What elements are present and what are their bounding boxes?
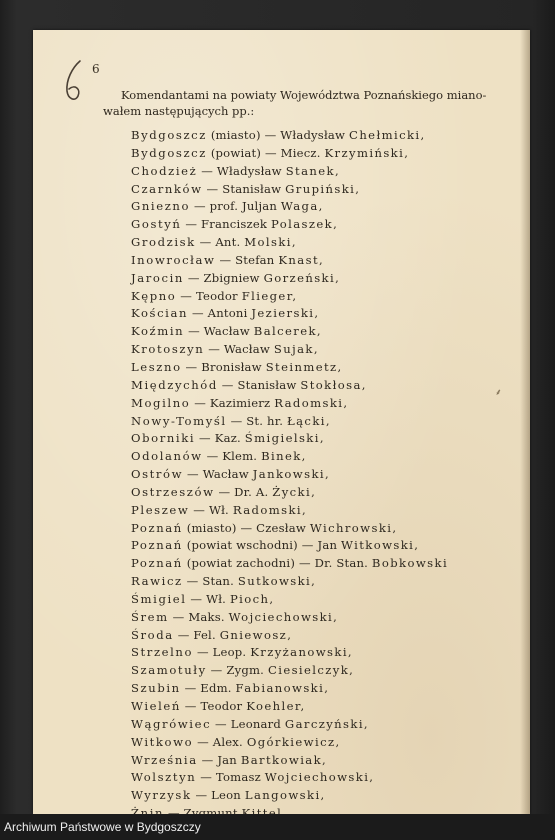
commander-given-name: — Stan. — [182, 574, 238, 589]
commander-surname: Chełmicki, — [349, 128, 426, 142]
list-item — [131, 181, 511, 199]
commander-surname: Langowski, — [244, 788, 326, 803]
county-name: Koźmin — [131, 324, 185, 339]
list-item — [131, 216, 511, 234]
list-item — [131, 627, 511, 645]
commander-surname: Fabianowski, — [235, 681, 330, 696]
commander-given-name: — Czesław — [236, 520, 310, 535]
commander-surname: Balcerek, — [253, 324, 322, 339]
commander-given-name: — Leonard — [211, 716, 285, 731]
commander-given-name: — Antoni — [188, 306, 252, 321]
county-name: Szamotuły — [131, 663, 207, 678]
commander-given-name: — Jan — [297, 538, 341, 553]
commander-given-name: — Wł. — [189, 502, 233, 517]
county-name: Krotoszyn — [131, 342, 205, 357]
commander-given-name: — Maks. — [168, 609, 229, 624]
list-item — [131, 234, 511, 252]
handwritten-6-icon — [63, 58, 85, 104]
commander-given-name: — Władysław — [260, 128, 350, 142]
commander-surname: Życki, — [272, 484, 317, 499]
commander-surname: Wojciechowski, — [228, 609, 339, 624]
county-name: Wyrzysk — [131, 788, 192, 803]
county-name: Strzelno — [131, 645, 194, 660]
county-name: Gniezno — [131, 199, 191, 214]
county-name: Wągrówiec — [131, 716, 212, 731]
list-item — [131, 288, 511, 306]
commander-given-name: — Wacław — [184, 324, 254, 339]
commander-surname: Sutkowski, — [237, 574, 317, 589]
list-item — [131, 537, 511, 555]
commander-given-name: — Wacław — [204, 342, 274, 357]
commander-surname: Ciesielczyk, — [267, 663, 355, 678]
commander-given-name: — Wł. — [186, 591, 230, 606]
commander-given-name: — Zygm. — [206, 663, 268, 678]
commander-given-name: — Władysław — [197, 163, 286, 178]
commander-surname: Wojciechowski, — [264, 770, 375, 785]
commander-given-name: — Zbigniew — [183, 270, 264, 285]
commander-given-name: — Stanisław — [202, 181, 286, 196]
county-name: Środa — [131, 627, 174, 642]
county-note: (miasto) — [206, 128, 261, 142]
list-item — [131, 466, 511, 484]
list-item — [131, 430, 511, 448]
county-name: Międzychód — [131, 377, 218, 392]
commander-given-name: — Stefan — [215, 252, 279, 267]
county-name: Szubin — [131, 681, 181, 696]
county-name: Grodzisk — [131, 235, 196, 250]
list-item — [131, 305, 511, 323]
commander-given-name: — Kazimierz — [190, 395, 275, 410]
commander-given-name: — Wacław — [183, 467, 253, 482]
county-name: Chodzież — [131, 163, 198, 178]
list-item — [131, 662, 511, 680]
list-item — [131, 163, 511, 181]
list-item — [131, 145, 511, 163]
list-item — [131, 644, 511, 662]
county-name: Gostyń — [131, 217, 182, 232]
list-item — [131, 555, 511, 573]
list-item — [131, 769, 511, 787]
commander-given-name: — Teodor — [176, 288, 242, 303]
commander-given-name: — Miecz. — [261, 145, 325, 160]
list-item — [131, 573, 511, 591]
commander-surname: Waga, — [280, 199, 324, 214]
county-name: Września — [131, 752, 198, 767]
commander-surname: Stanek, — [285, 163, 341, 178]
county-name: Inowrocław — [131, 252, 216, 267]
commander-surname: Sujak, — [273, 342, 319, 357]
commander-given-name: — Dr. Stan. — [295, 556, 372, 571]
commander-given-name: — Leon — [191, 788, 245, 803]
commander-surname: Jezierski, — [251, 306, 320, 321]
footer-bar — [0, 814, 555, 840]
county-name: Oborniki — [131, 431, 196, 446]
commander-surname: Ogórkiewicz, — [246, 734, 341, 749]
county-name: Leszno — [131, 359, 182, 374]
county-name: Witkowo — [131, 734, 194, 749]
list-item — [131, 377, 511, 395]
list-item — [131, 341, 511, 359]
list-item — [131, 198, 511, 216]
intro-paragraph — [103, 87, 493, 119]
commander-given-name: — Klem. — [202, 449, 262, 464]
commander-surname: Grupiński, — [285, 181, 361, 196]
list-item — [131, 270, 511, 288]
list-item — [131, 484, 511, 502]
list-item — [131, 323, 511, 341]
stain-mark-icon: ⸙ — [495, 388, 502, 398]
list-item — [131, 520, 511, 538]
commander-given-name: — prof. Juljan — [190, 199, 281, 214]
commander-surname: Binek, — [261, 449, 307, 464]
commander-given-name: — Franciszek — [181, 217, 272, 232]
commander-surname: Steinmetz, — [265, 359, 343, 374]
county-name: Bydgoszcz — [131, 128, 207, 142]
county-name: Nowy-Tomyśl — [131, 413, 227, 428]
county-name: Poznań — [131, 520, 183, 535]
list-item — [131, 609, 511, 627]
county-name: Wolsztyn — [131, 770, 197, 785]
county-name: Wieleń — [131, 699, 181, 713]
list-item — [131, 752, 511, 770]
list-item — [131, 413, 511, 431]
commander-given-name: — Teodor — [180, 699, 247, 713]
commander-given-name: — Fel. — [173, 627, 220, 642]
intro-line-1: Komendantami na powiaty Województwa Poznańskiego miano- — [121, 88, 487, 102]
commander-surname: Polaszek, — [271, 217, 339, 232]
commander-surname: Knast, — [278, 252, 325, 267]
commander-given-name: — Ant. — [195, 235, 245, 250]
commander-given-name: — Alex. — [193, 734, 247, 749]
commander-surname: Garczyński, — [284, 716, 370, 731]
county-name: Poznań — [131, 538, 183, 553]
commander-surname: Jankowski, — [252, 467, 331, 482]
commander-surname: Flieger, — [241, 288, 298, 303]
commander-surname: Molski, — [244, 235, 297, 250]
county-name: Ostrzeszów — [131, 484, 215, 499]
commander-surname: Radomski, — [232, 502, 308, 517]
commander-surname: Gniewosz, — [219, 627, 293, 642]
county-name: Kępno — [131, 288, 177, 303]
archive-caption: Archiwum Państwowe w Bydgoszczy — [4, 820, 201, 834]
list-item — [131, 787, 511, 805]
commander-surname: Łącki, — [286, 413, 331, 428]
commander-surname: Stokłosa, — [300, 377, 367, 392]
commander-surname: Radomski, — [274, 395, 349, 410]
commander-list — [131, 127, 511, 823]
county-note: (powiat zachodni) — [182, 556, 296, 571]
commander-surname: Pioch, — [229, 591, 275, 606]
county-name: Kościan — [131, 306, 189, 321]
list-item — [131, 359, 511, 377]
county-name: Śmigiel — [131, 591, 187, 606]
list-item — [131, 716, 511, 734]
county-name: Ostrów — [131, 467, 184, 482]
commander-surname: Śmigielski, — [244, 431, 325, 446]
list-item — [131, 252, 511, 270]
commander-given-name: — Jan — [197, 752, 241, 767]
county-note: (miasto) — [182, 520, 237, 535]
list-item — [131, 395, 511, 413]
list-item — [131, 680, 511, 698]
commander-surname: Gorzeński, — [263, 270, 341, 285]
county-name: Jarocin — [131, 270, 184, 285]
commander-given-name: — Leop. — [193, 645, 251, 660]
county-name: Poznań — [131, 556, 183, 571]
commander-surname: Witkowski, — [341, 538, 420, 553]
list-item — [131, 502, 511, 520]
commander-given-name: — Edm. — [180, 681, 236, 696]
list-item — [131, 591, 511, 609]
page-number: 6 — [92, 62, 100, 76]
list-item — [131, 127, 511, 145]
page-fold-shadow — [520, 30, 530, 814]
commander-given-name: — Bronisław — [181, 359, 266, 374]
intro-line-2: wałem następujących pp.: — [103, 104, 255, 118]
commander-surname: Krzyżanowski, — [250, 645, 354, 660]
county-note: (powiat wschodni) — [182, 538, 298, 553]
county-note: (powiat) — [206, 145, 262, 160]
county-name: Odolanów — [131, 449, 203, 464]
commander-given-name: — Kaz. — [195, 431, 245, 446]
county-name: Bydgoszcz — [131, 145, 207, 160]
commander-given-name: — Tomasz — [196, 770, 265, 785]
county-name: Czarnków — [131, 181, 203, 196]
list-item — [131, 448, 511, 466]
commander-given-name: — St. hr. — [226, 413, 287, 428]
commander-given-name: — Dr. A. — [214, 484, 273, 499]
commander-given-name: — Stanisław — [217, 377, 301, 392]
commander-surname: Koehler, — [246, 699, 306, 713]
county-name: Pleszew — [131, 502, 190, 517]
commander-surname: Bartkowiak, — [240, 752, 328, 767]
county-name: Rawicz — [131, 574, 183, 589]
county-name: Śrem — [131, 609, 169, 624]
list-item — [131, 698, 511, 716]
commander-surname: Wichrowski, — [309, 520, 398, 535]
list-item — [131, 734, 511, 752]
commander-surname: Bobkowski — [371, 556, 449, 571]
commander-surname: Krzymiński, — [324, 145, 410, 160]
county-name: Mogilno — [131, 395, 191, 410]
